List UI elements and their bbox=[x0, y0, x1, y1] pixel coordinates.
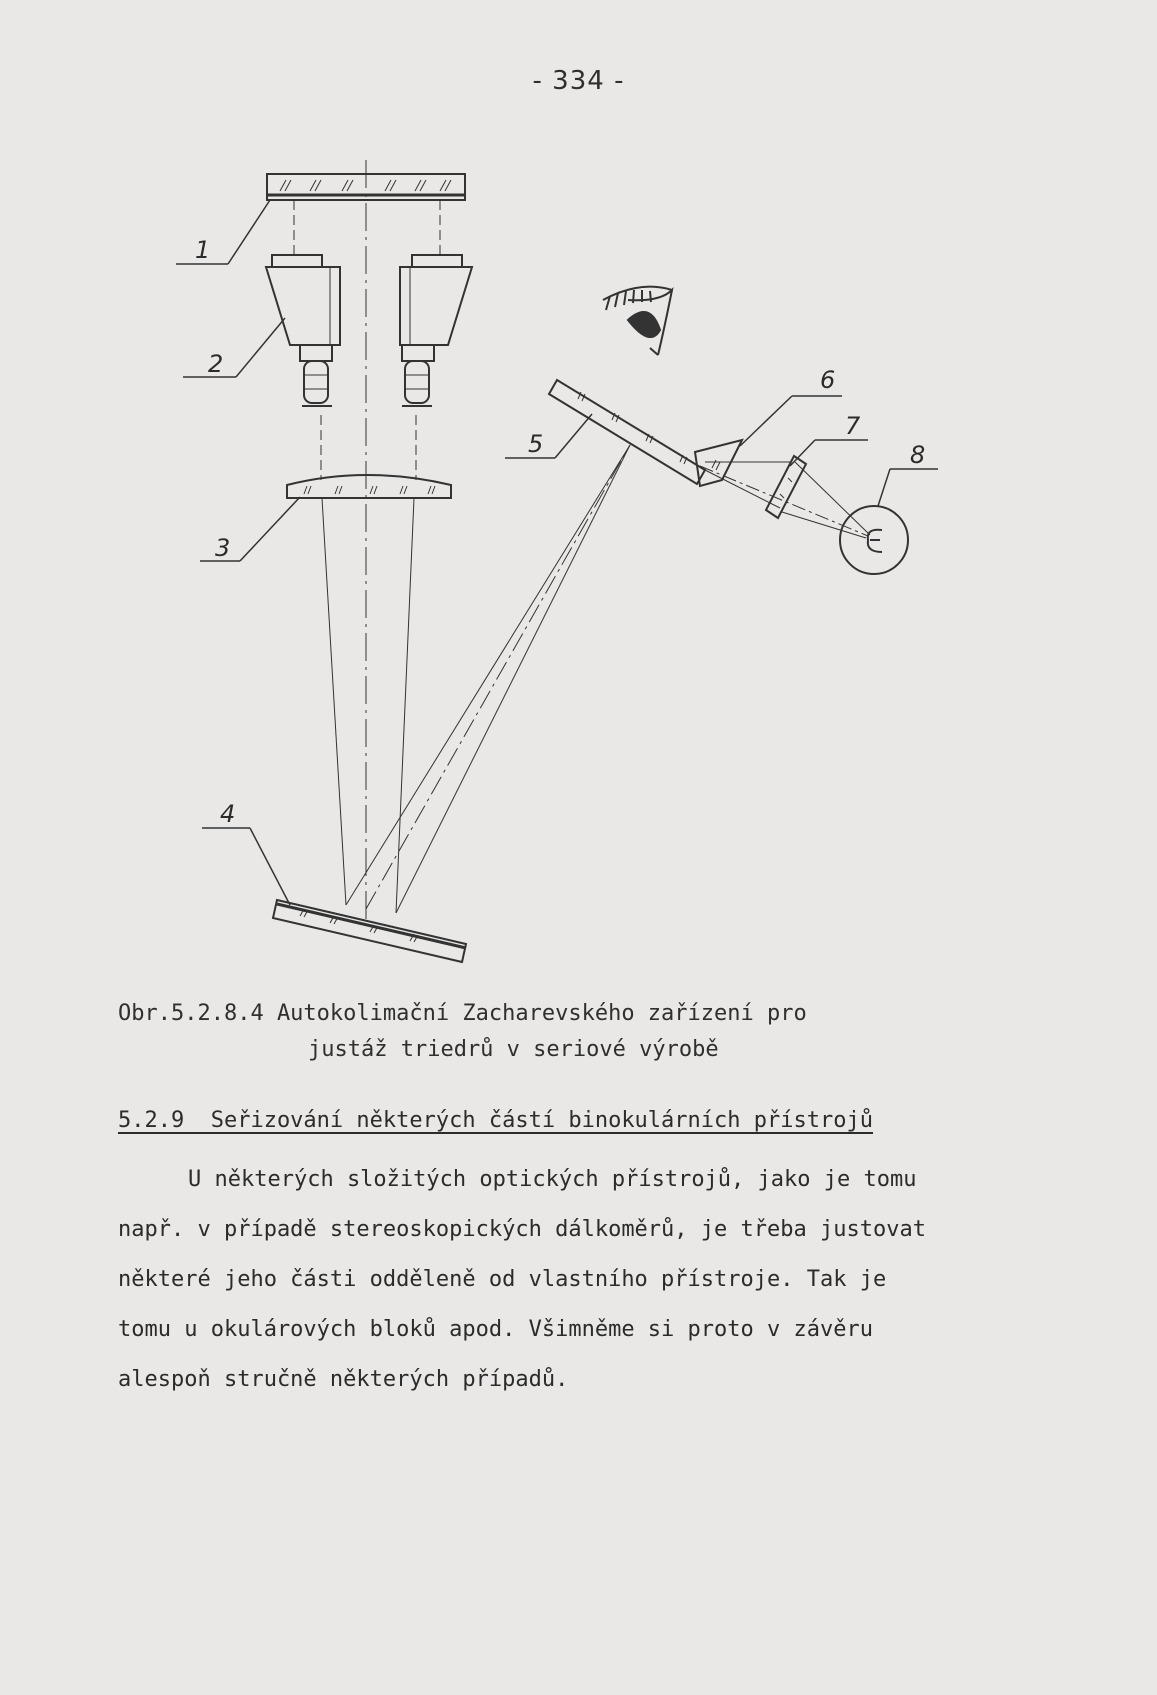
body-line: U některých složitých optických přístrojů, jako je tomu bbox=[188, 1167, 917, 1192]
label-4: 4 bbox=[220, 800, 236, 828]
inclined-mirror-4 bbox=[273, 900, 466, 962]
label-2: 2 bbox=[208, 350, 224, 378]
eye-icon bbox=[603, 287, 672, 355]
beam-splitter-5 bbox=[549, 380, 705, 484]
body-line: některé jeho části odděleně od vlastního přístroje. Tak je bbox=[118, 1267, 887, 1292]
page-number: - 334 - bbox=[532, 66, 625, 96]
condenser-lens-7 bbox=[766, 456, 806, 518]
body-line: např. v případě stereoskopických dálkoměrů, je třeba justovat bbox=[118, 1217, 926, 1242]
label-7: 7 bbox=[845, 412, 861, 440]
binocular-right bbox=[400, 255, 472, 406]
figure-caption bbox=[118, 996, 807, 1068]
label-6: 6 bbox=[820, 366, 836, 394]
label-3: 3 bbox=[215, 534, 231, 562]
label-5: 5 bbox=[528, 430, 544, 458]
body-line: tomu u okulárových bloků apod. Všimněme si proto v závěru bbox=[118, 1317, 873, 1342]
caption-line-1: Obr.5.2.8.4 Autokolimační Zacharevského zařízení pro bbox=[118, 1001, 807, 1026]
section-heading: 5.2.9 Seřizování některých částí binokulárních přístrojů bbox=[118, 1108, 873, 1133]
body-line: alespoň stručně některých případů. bbox=[118, 1367, 569, 1392]
caption-line-2: justáž triedrů v seriové výrobě bbox=[308, 1037, 719, 1062]
collimator-lens bbox=[287, 475, 451, 498]
label-1: 1 bbox=[195, 236, 211, 264]
binocular-left bbox=[266, 255, 340, 406]
light-source-8 bbox=[840, 506, 908, 574]
body-paragraph bbox=[118, 1155, 1078, 1405]
label-8: 8 bbox=[910, 441, 926, 469]
prism-6 bbox=[695, 440, 742, 486]
